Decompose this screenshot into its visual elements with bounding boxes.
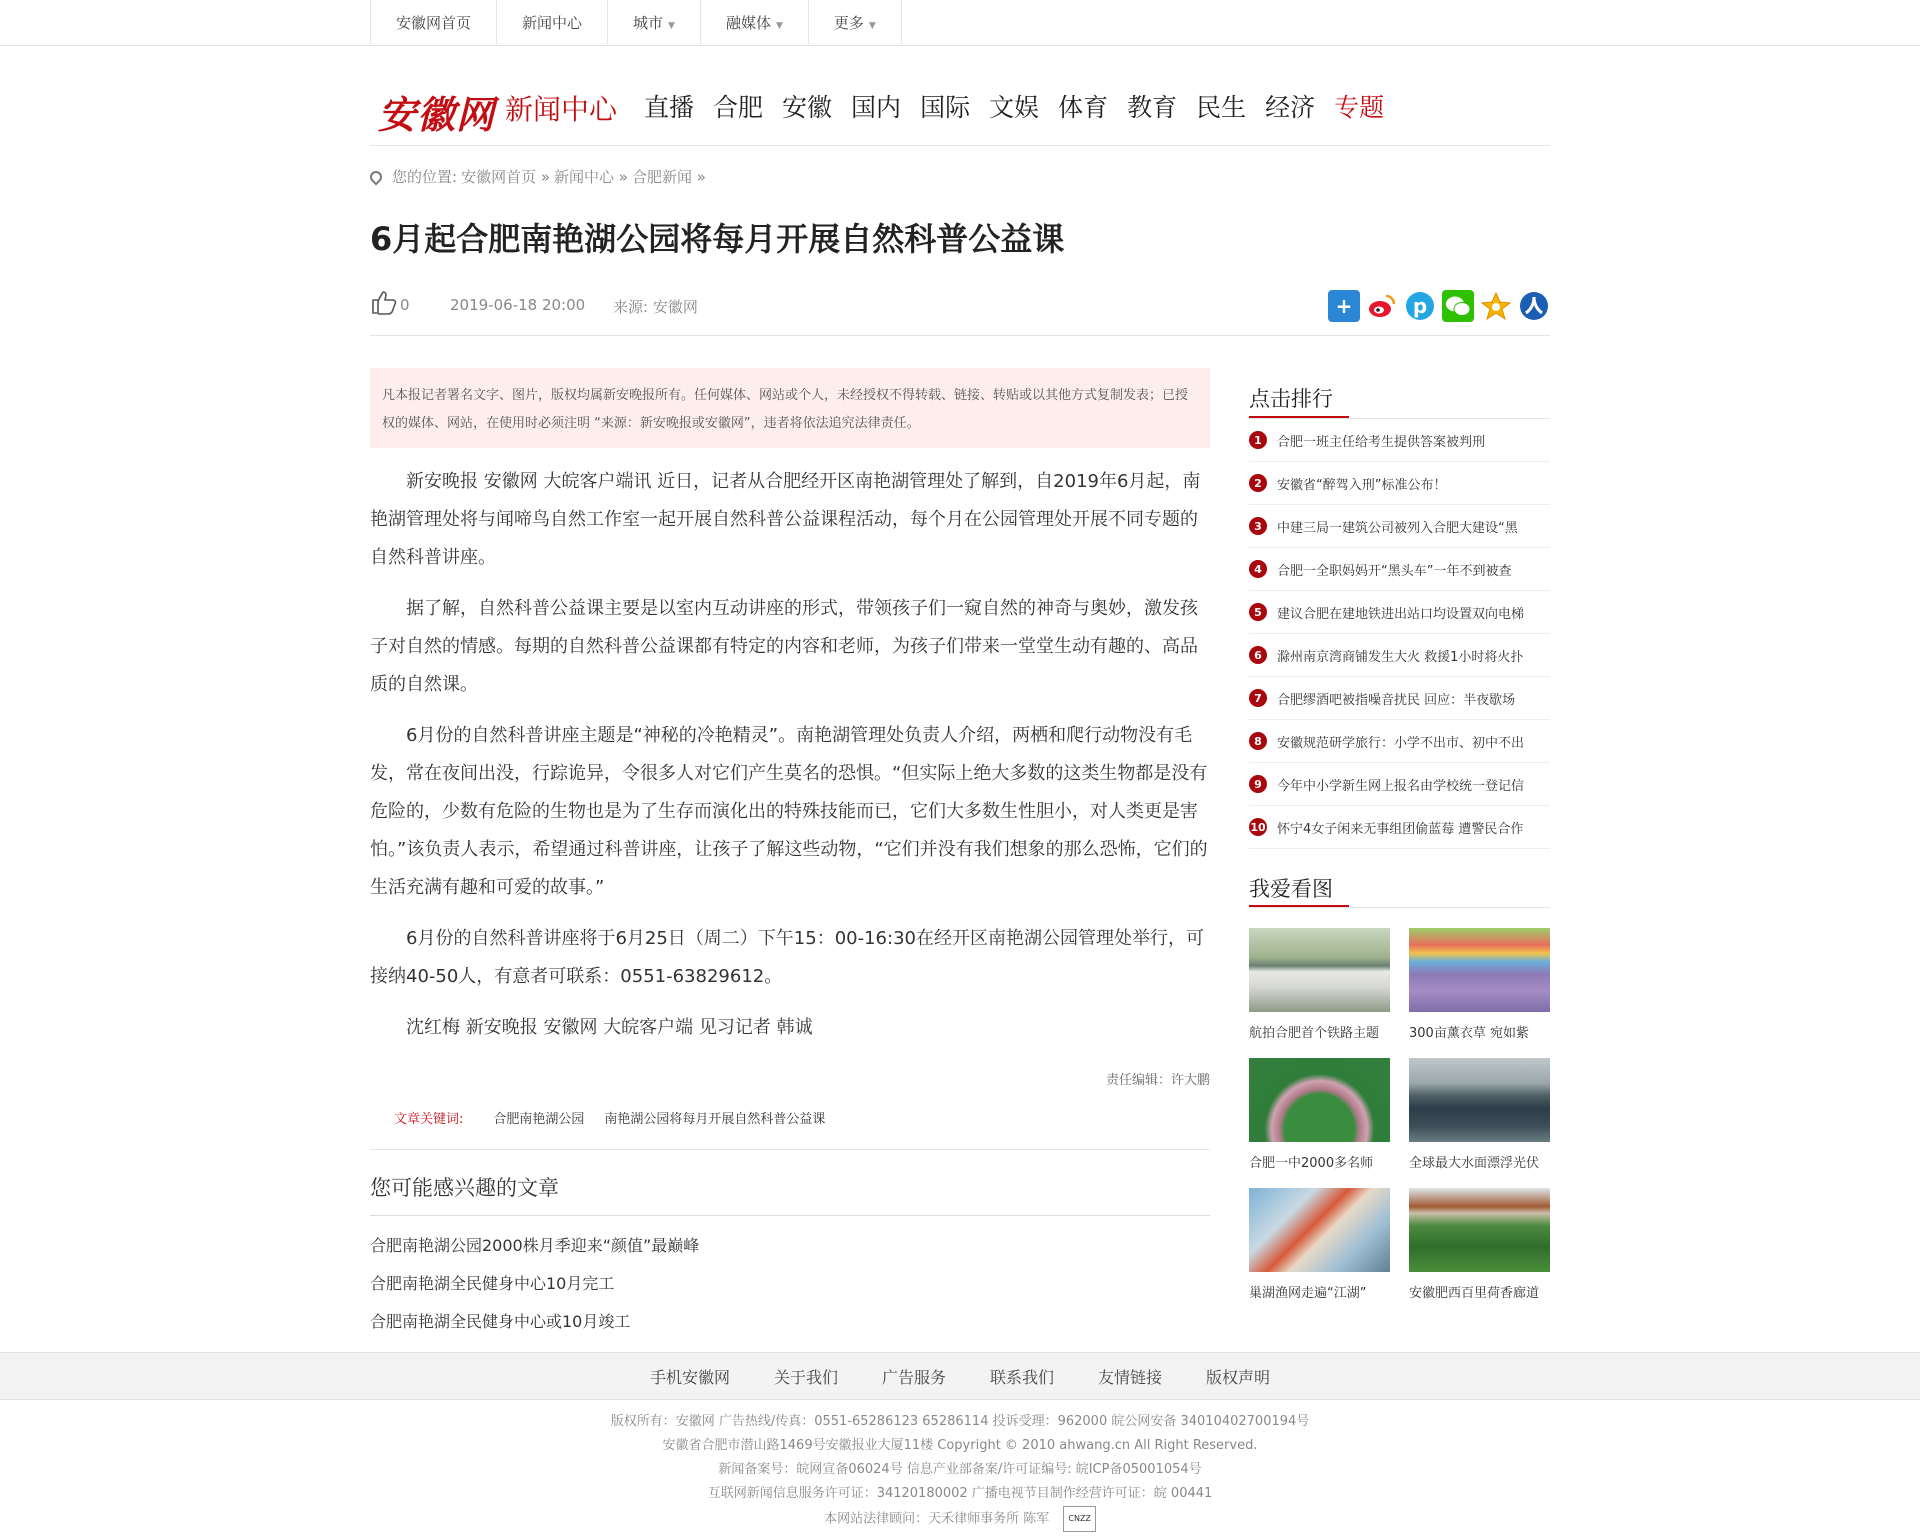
pic-card[interactable] [1409, 1058, 1550, 1171]
footer-info [0, 1410, 1920, 1532]
rank-number: 8 [1249, 732, 1267, 750]
rank-item[interactable] [1249, 548, 1550, 591]
pic-thumbnail [1409, 1058, 1550, 1142]
like-count: 0 [400, 296, 410, 314]
pic-thumbnail [1249, 1058, 1390, 1142]
rank-number: 10 [1249, 818, 1267, 836]
nav-sports[interactable]: 体育 [1058, 93, 1109, 122]
rank-number: 6 [1249, 646, 1267, 664]
rank-text: 合肥一班主任给考生提供答案被判刑 [1277, 434, 1486, 450]
rank-number: 5 [1249, 603, 1267, 621]
topnav-more-label: 更多 [833, 14, 864, 32]
rank-number: 9 [1249, 775, 1267, 793]
related-divider [370, 1215, 1210, 1216]
nav-domestic[interactable]: 国内 [851, 93, 902, 122]
rank-text: 怀宁4女子闲来无事组团偷蓝莓 遭警民合作 [1277, 821, 1524, 837]
breadcrumb-news[interactable]: 新闻中心 » [554, 168, 628, 186]
nav-hefei[interactable]: 合肥 [713, 93, 764, 122]
footer-link-ads[interactable]: 广告服务 [881, 1367, 946, 1387]
pic-caption: 安徽肥西百里荷香廊道 [1409, 1286, 1540, 1301]
pic-caption: 航拍合肥首个铁路主题 [1249, 1026, 1380, 1041]
rank-number: 7 [1249, 689, 1267, 707]
article-paragraph: 据了解，自然科普公益课主要是以室内互动讲座的形式，带领孩子们一窥自然的神奇与奥妙，激发孩子对自然的情感。每期的自然科普公益课都有特定的内容和老师，为孩子们带来一堂堂生动有趣的、高品质的自然课。 [370, 598, 1198, 695]
footer-link-friends[interactable]: 友情链接 [1098, 1367, 1163, 1387]
top-nav [370, 0, 902, 46]
article-body [370, 463, 1210, 1060]
footer-line: 新闻备案号：皖网宣备06024号 信息产业部备案/许可证编号: 皖ICP备05001054号 [718, 1462, 1202, 1477]
tags-divider [370, 1149, 1210, 1150]
topnav-news[interactable] [496, 0, 607, 46]
pic-caption: 300亩薰衣草 宛如紫 [1409, 1026, 1529, 1041]
footer-nav [0, 1352, 1920, 1400]
rank-item[interactable] [1249, 720, 1550, 763]
rank-text: 建议合肥在建地铁进出站口均设置双向电梯 [1277, 606, 1525, 622]
rank-text: 今年中小学新生网上报名由学校统一登记信 [1277, 778, 1525, 794]
nav-entertainment[interactable]: 文娱 [989, 93, 1040, 122]
nav-economy[interactable]: 经济 [1265, 93, 1316, 122]
rank-item[interactable] [1249, 677, 1550, 720]
pics-title: 我爱看图 [1249, 877, 1333, 901]
pic-card[interactable] [1409, 928, 1550, 1041]
tags-label: 文章关键词: [394, 1112, 464, 1127]
rank-item[interactable] [1249, 634, 1550, 677]
pic-thumbnail [1409, 1188, 1550, 1272]
chevron-down-icon: ▼ [868, 21, 876, 31]
rank-item[interactable] [1249, 419, 1550, 462]
nav-livelihood[interactable]: 民生 [1196, 93, 1247, 122]
nav-special[interactable]: 专题 [1334, 93, 1385, 122]
breadcrumb-prefix: 您的位置: [392, 168, 458, 186]
related-link[interactable]: 合肥南艳湖全民健身中心或10月竣工 [370, 1312, 631, 1331]
related-list [370, 1234, 699, 1348]
footer-line: 安徽省合肥市潜山路1469号安徽报业大厦11楼 Copyright © 2010 ahwang.cn All Right Reserved. [662, 1438, 1258, 1453]
footer-line-last [0, 1506, 1920, 1532]
related-link[interactable]: 合肥南艳湖公园2000株月季迎来“颜值”最巅峰 [370, 1236, 700, 1255]
footer-link-copyright[interactable]: 版权声明 [1206, 1367, 1271, 1387]
topnav-news-label: 新闻中心 [522, 14, 583, 32]
pic-card[interactable] [1409, 1188, 1550, 1301]
rank-text: 安徽省“醉驾入刑”标准公布！ [1277, 477, 1447, 493]
rank-item[interactable] [1249, 505, 1550, 548]
footer-line: 互联网新闻信息服务许可证：34120180002 广播电视节目制作经营许可证：皖 00441 [707, 1486, 1213, 1501]
tag-link[interactable]: 南艳湖公园将每月开展自然科普公益课 [604, 1112, 826, 1127]
nav-education[interactable]: 教育 [1127, 93, 1178, 122]
pic-card[interactable] [1249, 928, 1390, 1041]
cnzz-badge[interactable]: CNZZ [1063, 1506, 1096, 1532]
footer-legal: 本网站法律顾问：天禾律师事务所 陈军 [824, 1511, 1050, 1527]
breadcrumb [370, 166, 710, 187]
rank-text: 合肥缪酒吧被指噪音扰民 回应：半夜歇场 [1277, 692, 1516, 708]
topnav-home[interactable] [370, 0, 496, 46]
article-source: 来源: 安徽网 [613, 298, 698, 316]
location-pin-icon [368, 168, 385, 185]
chevron-down-icon: ▼ [668, 21, 675, 31]
rank-text: 合肥一全职妈妈开“黑头车”一年不到被查 [1277, 563, 1512, 579]
topnav-media[interactable] [700, 0, 808, 46]
weibo-icon[interactable] [1366, 290, 1398, 322]
article-paragraph: 6月份的自然科普讲座主题是“神秘的冷艳精灵”。南艳湖管理处负责人介绍，两栖和爬行动物没有毛发，常在夜间出没，行踪诡异，令很多人对它们产生莫名的恐惧。“但实际上绝大多数的这类生物都是没有危险的，少数有危险的生物也是为了生存而演化出的特殊技能而已，它们大多数生性胆小，对人类更是害怕。”该负责人表示，希望通过科普讲座，让孩子了解这些动物，“它们并没有我们想象的那么恐怖，它们的生活充满有趣和可爱的故事。” [370, 725, 1208, 898]
related-link[interactable]: 合肥南艳湖全民健身中心10月完工 [370, 1274, 615, 1293]
footer-link-mobile[interactable]: 手机安徽网 [649, 1367, 730, 1387]
rank-number: 2 [1249, 474, 1267, 492]
breadcrumb-hefei[interactable]: 合肥新闻 » [631, 168, 706, 186]
pic-card[interactable] [1249, 1058, 1390, 1171]
rank-number: 3 [1249, 517, 1267, 535]
topnav-media-label: 融媒体 [725, 14, 771, 32]
section-title[interactable]: 新闻中心 [505, 93, 618, 126]
pic-thumbnail [1249, 928, 1390, 1012]
article-editor: 责任编辑：许大鹏 [1105, 1073, 1210, 1088]
pics-title-line [1249, 907, 1550, 908]
article-meta [370, 286, 1550, 336]
nav-live[interactable]: 直播 [644, 93, 695, 122]
nav-international[interactable]: 国际 [920, 93, 971, 122]
rank-title: 点击排行 [1249, 387, 1333, 411]
share-bar [1322, 290, 1550, 322]
copyright-notice: 凡本报记者署名文字、图片，版权均属新安晚报所有。任何媒体、网站或个人，未经授权不得转载、链接、转贴或以其他方式复制发表；已授权的媒体、网站，在使用时必须注明 “来源：新安晚报或安徽网”，违者将依法追究法律责任。 [370, 368, 1210, 448]
main-nav [644, 88, 1403, 124]
header-divider [370, 145, 1550, 146]
pic-card[interactable] [1249, 1188, 1390, 1301]
favorite-star-icon[interactable] [1480, 290, 1512, 322]
nav-anhui[interactable]: 安徽 [782, 93, 833, 122]
article-title: 6月起合肥南艳湖公园将每月开展自然科普公益课 [370, 220, 1065, 258]
wechat-icon[interactable] [1442, 290, 1474, 322]
breadcrumb-home[interactable]: 安徽网首页 » [461, 168, 551, 186]
pics-title-underline [1249, 905, 1349, 907]
chevron-down-icon: ▼ [775, 21, 783, 31]
topnav-home-label: 安徽网首页 [396, 14, 472, 32]
topnav-city-label: 城市 [633, 14, 664, 32]
rank-item[interactable] [1249, 462, 1550, 505]
svg-text:p: p [1412, 294, 1428, 318]
footer-link-contact[interactable]: 联系我们 [990, 1367, 1055, 1387]
rank-text: 中建三局一建筑公司被列入合肥大建设“黑 [1277, 520, 1518, 536]
pic-caption: 全球最大水面漂浮光伏 [1409, 1156, 1540, 1171]
rank-title-underline [1249, 416, 1349, 418]
footer-line: 版权所有：安徽网 广告热线/传真：0551-65286123 65286114 投诉受理：962000 皖公网安备 34010402700194号 [610, 1414, 1310, 1429]
article-paragraph: 新安晚报 安徽网 大皖客户端讯 近日，记者从合肥经开区南艳湖管理处了解到，自2019年6月起，南艳湖管理处将与闻啼鸟自然工作室一起开展自然科普公益课程活动，每个月在公园管理处开展不同专题的自然科普讲座。 [370, 471, 1201, 568]
pic-caption: 巢湖渔网走遍“江湖” [1249, 1286, 1367, 1301]
thumbs-up-icon[interactable] [370, 288, 398, 316]
article-paragraph: 沈红梅 新安晚报 安徽网 大皖客户端 见习记者 韩诚 [406, 1017, 813, 1038]
renren-icon[interactable] [1518, 290, 1550, 322]
rank-number: 4 [1249, 560, 1267, 578]
pic-thumbnail [1249, 1188, 1390, 1272]
top-bar [0, 0, 1920, 46]
topnav-city[interactable] [607, 0, 700, 46]
publish-date: 2019-06-18 20:00 [450, 296, 586, 314]
topnav-more[interactable] [808, 0, 902, 46]
meta-divider [370, 335, 1550, 336]
pic-caption: 合肥一中2000多名师 [1249, 1156, 1374, 1171]
share-plus-icon[interactable]: + [1328, 290, 1360, 322]
rank-item[interactable] [1249, 591, 1550, 634]
rank-number: 1 [1249, 431, 1267, 449]
rank-list [1249, 419, 1550, 849]
article-paragraph: 6月份的自然科普讲座将于6月25日（周二）下午15：00-16:30在经开区南艳湖公园管理处举行，可接纳40-50人，有意者可联系：0551-63829612。 [370, 928, 1204, 987]
rank-item[interactable] [1249, 806, 1550, 849]
rank-text: 安徽规范研学旅行：小学不出市、初中不出 [1277, 735, 1525, 751]
site-logo[interactable]: 安徽网 [378, 92, 496, 137]
tag-link[interactable]: 合肥南艳湖公园 [493, 1112, 585, 1127]
related-title: 您可能感兴趣的文章 [370, 1176, 559, 1200]
pic-thumbnail [1409, 928, 1550, 1012]
footer-link-about[interactable]: 关于我们 [773, 1367, 838, 1387]
pinterest-icon[interactable] [1404, 290, 1436, 322]
rank-text: 滁州南京湾商铺发生大火 救援1小时将火扑 [1277, 649, 1524, 665]
rank-item[interactable] [1249, 763, 1550, 806]
article-tags [370, 1108, 1210, 1127]
